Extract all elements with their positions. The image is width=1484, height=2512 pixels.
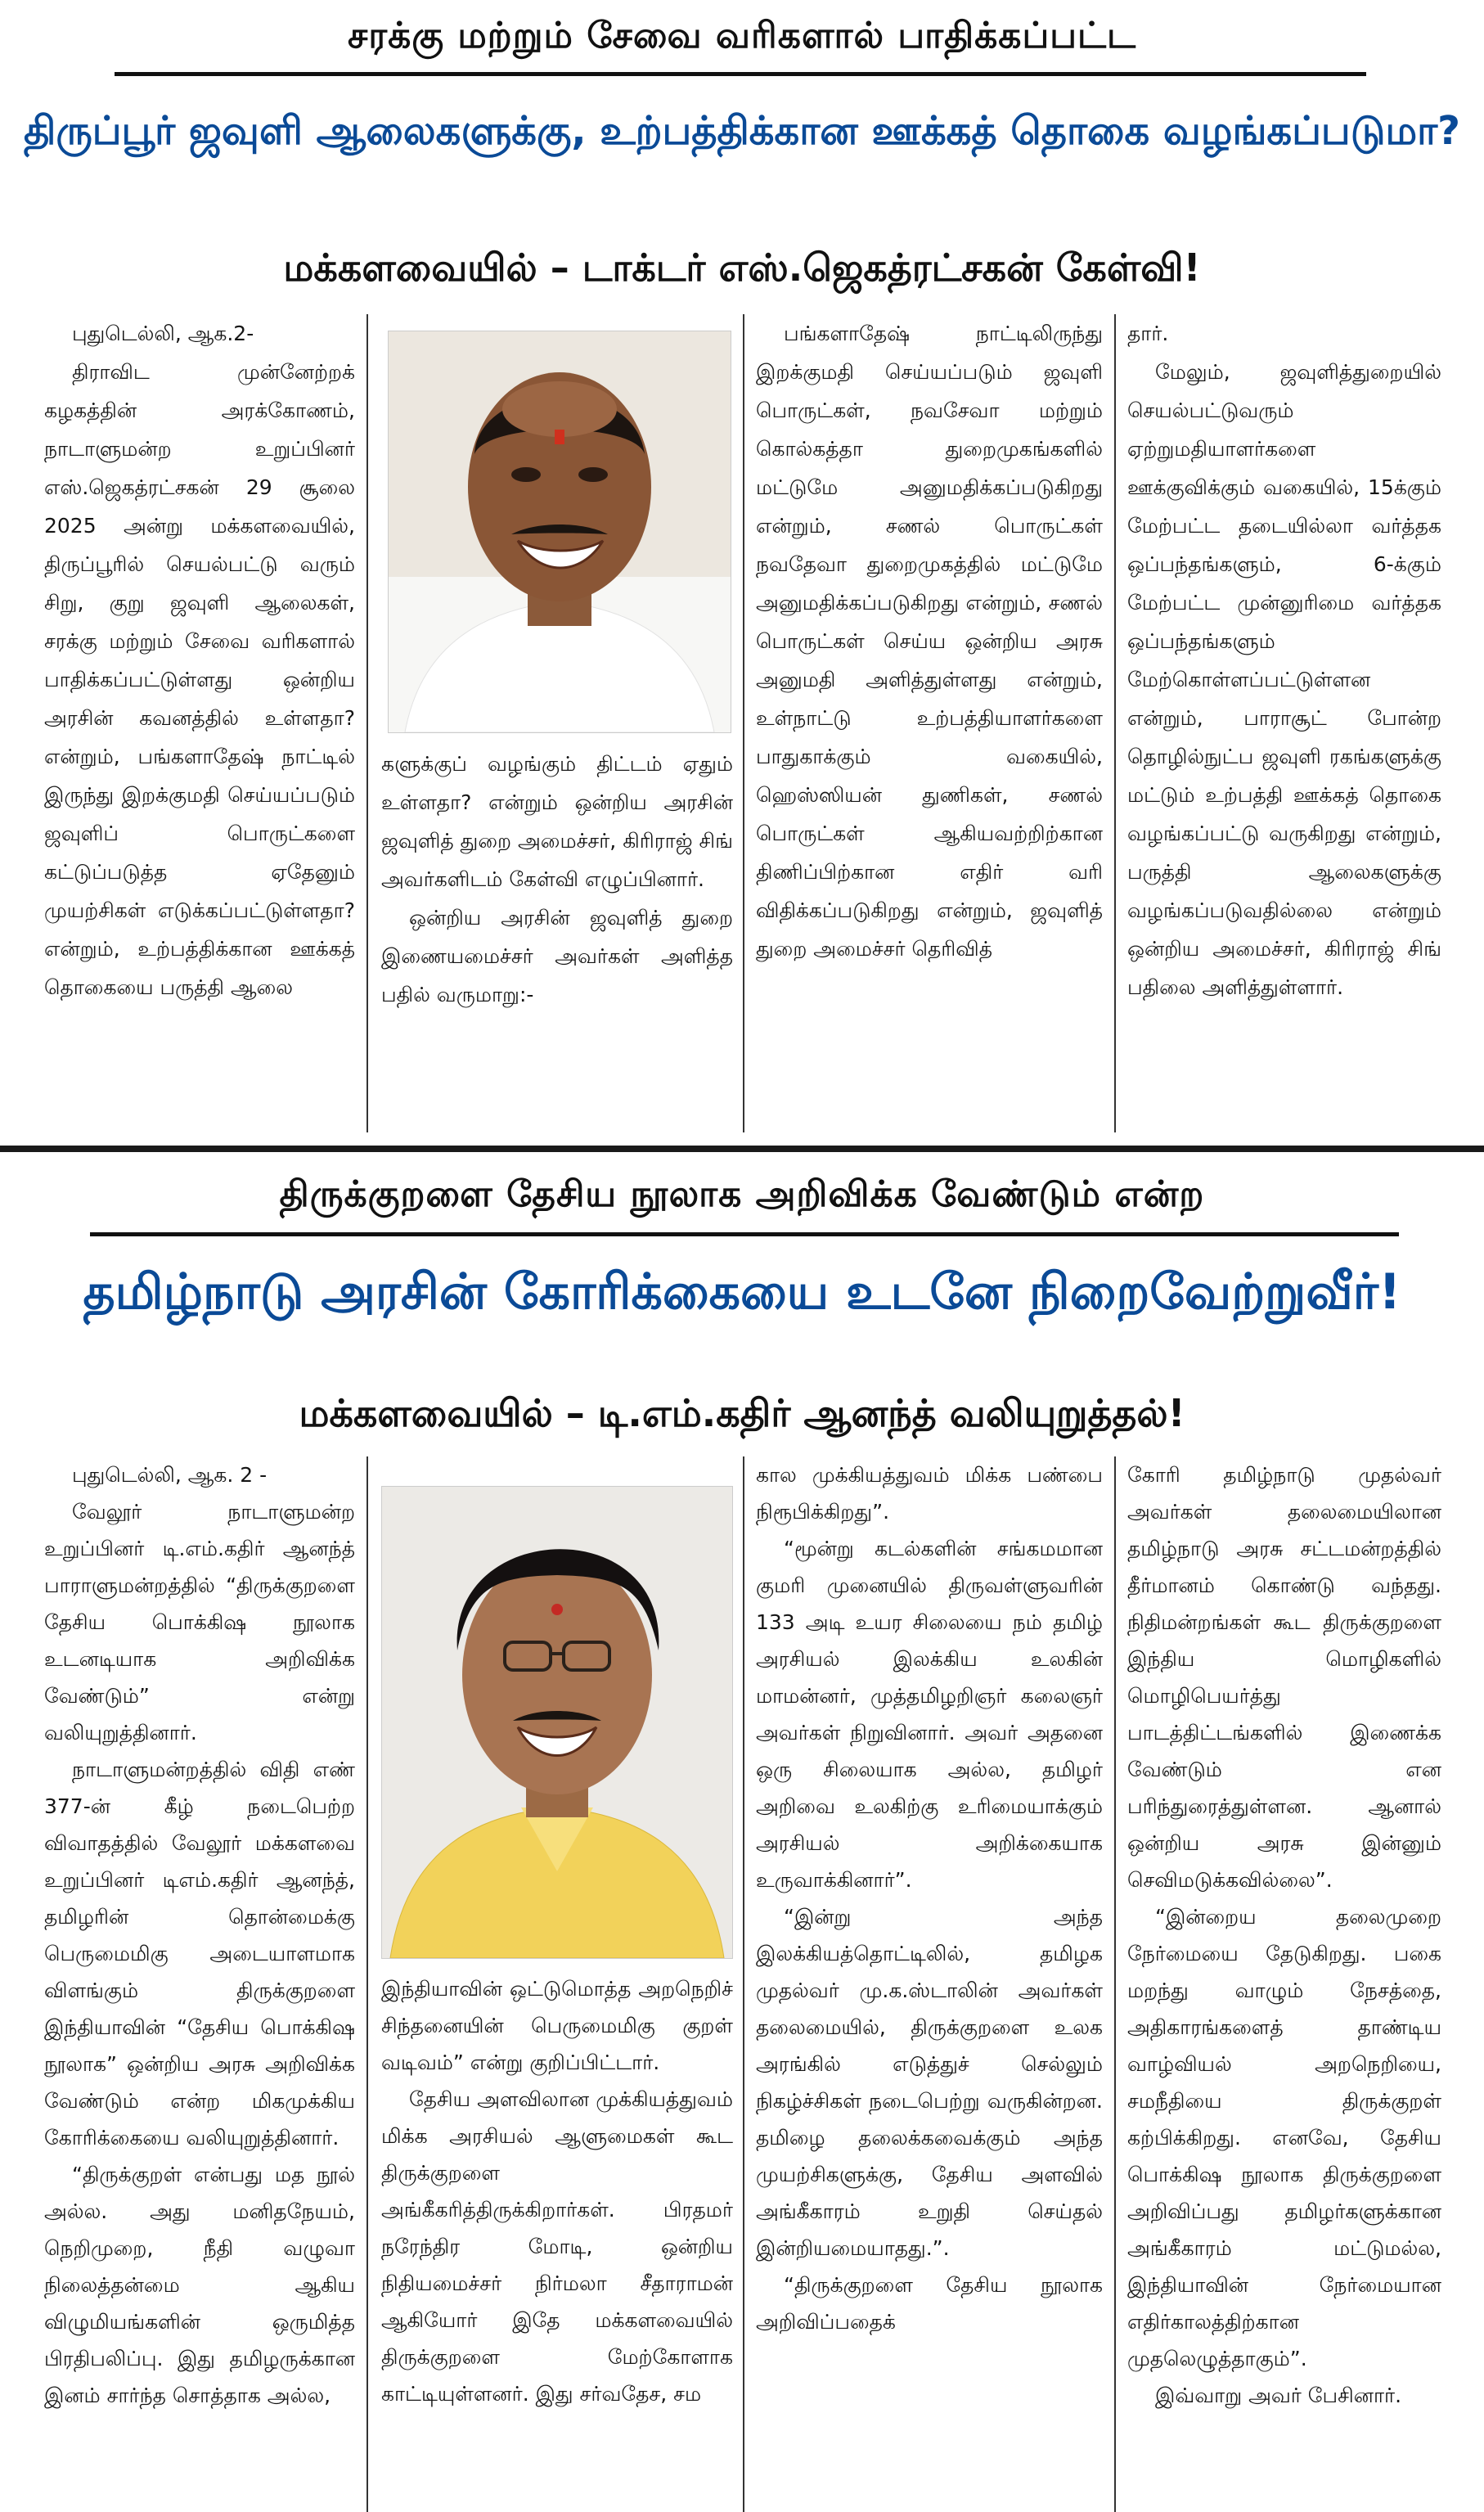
kicker-underline: [115, 72, 1366, 76]
article2-column-3: [756, 1456, 1103, 2512]
article1-column-2: [381, 745, 733, 1129]
paragraph: புதுடெல்லி, ஆக.2-: [72, 322, 254, 345]
paragraph: “திருக்குறள் என்பது மத நூல் அல்ல. அது மனிதநேயம், நெறிமுறை, நீதி வழுவா நிலைத்தன்மை ஆகிய விழுமியங்களின் ஒருமித்த பிரதிபலிப்பு. இது தமிழருக்கான இனம் சார்ந்த சொத்தாக அல்ல,: [44, 2163, 355, 2407]
paragraph: புதுடெல்லி, ஆக. 2 -: [72, 1463, 268, 1487]
paragraph: இந்தியாவின் ஒட்டுமொத்த அறநெறிச் சிந்தனையின் பெருமைமிகு குறள் வடிவம்” என்று குறிப்பிட்டார்.: [381, 1977, 733, 2074]
paragraph: இவ்வாறு அவர் பேசினார்.: [1155, 2384, 1402, 2407]
photo-kathir-anand: [381, 1486, 733, 1959]
article1-column-1: [44, 314, 355, 1132]
kicker-underline: [90, 1232, 1399, 1236]
column-rule: [743, 314, 744, 1132]
column-rule: [743, 1456, 744, 2512]
paragraph: “இன்று அந்த இலக்கியத்தொட்டிலில், தமிழக முதல்வர் மு.க.ஸ்டாலின் அவர்கள் தலைமையில், திருக்குறளை உலக அரங்கில் எடுத்துச் செல்லும் நிகழ்ச்சிகள் நடைபெற்று வருகின்றன. தமிழை தலைக்கவைக்கும் அந்த முயற்சிகளுக்கு, தேசிய அளவில் அங்கீகாரம் உறுதி செய்தல் இன்றியமையாதது.”.: [756, 1905, 1103, 2260]
article-thirukkural: [0, 1159, 1484, 2512]
paragraph: கோரி தமிழ்நாடு முதல்வர் அவர்கள் தலைமையிலான தமிழ்நாடு அரசு சட்டமன்றத்தில் தீர்மானம் கொண்டு வந்தது. நிதிமன்றங்கள் கூட திருக்குறளை இந்திய மொழிகளில் மொழிபெயர்த்து பாடத்திட்டங்களில் இணைக்க வேண்டும் என பரிந்துரைத்துள்ளன. ஆனால் ஒன்றிய அரசு இன்னும் செவிமடுக்கவில்லை”.: [1127, 1463, 1441, 1892]
article1-column-3: [756, 314, 1103, 1132]
paragraph: தார்.: [1127, 322, 1169, 345]
column-rule: [1114, 1456, 1116, 2512]
photo-jagathrakshakan: [388, 331, 731, 733]
paragraph: நாடாளுமன்றத்தில் விதி எண் 377-ன் கீழ் நடைபெற்ற விவாதத்தில் வேலூர் மக்களவை உறுப்பினர் டிஎம்.கதிர் ஆனந்த், தமிழரின் தொன்மைக்கு பெருமைமிகு அடையாளமாக விளங்கும் திருக்குறளை இந்தியாவின் “தேசிய பொக்கிஷ நூலாக” ஒன்றிய அரசு அறிவிக்க வேண்டும் என்ற மிகமுக்கிய கோரிக்கையை வலியுறுத்தினார்.: [44, 1758, 355, 2150]
article1-column-4: [1127, 314, 1441, 1132]
article1-headline: திருப்பூர் ஜவுளி ஆலைகளுக்கு, உற்பத்திக்கான ஊக்கத் தொகை வழங்கப்படுமா?: [23, 108, 1461, 154]
article2-column-4: [1127, 1456, 1441, 2512]
article2-subhead: மக்களவையில் – டி.எம்.கதிர் ஆனந்த் வலியுறுத்தல்!: [299, 1391, 1185, 1435]
column-rule: [1114, 314, 1116, 1132]
article1-subhead: மக்களவையில் – டாக்டர் எஸ்.ஜெகத்ரட்சகன் கேள்வி!: [283, 245, 1201, 290]
article2-column-2: [381, 1970, 733, 2510]
paragraph: “திருக்குறளை தேசிய நூலாக அறிவிப்பதைக்: [756, 2273, 1103, 2334]
column-rule: [367, 1456, 368, 2512]
paragraph: “இன்றைய தலைமுறை நேர்மையை தேடுகிறது. பகை மறந்து வாழும் நேசத்தை, அதிகாரங்களைத் தாண்டிய வாழ்வியல் அறநெறியை, சமநீதியை திருக்குறள் கற்பிக்கிறது. எனவே, தேசிய பொக்கிஷ நூலாக திருக்குறளை அறிவிப்பது தமிழர்களுக்கான அங்கீகாரம் மட்டுமல்ல, இந்தியாவின் நேர்மையான எதிர்காலத்திற்கான முதலெழுத்தாகும்”.: [1127, 1905, 1441, 2370]
paragraph: கால முக்கியத்துவம் மிக்க பண்பை நிரூபிக்கிறது”.: [756, 1463, 1103, 1524]
paragraph: “மூன்று கடல்களின் சங்கமமான குமரி முனையில் திருவள்ளுவரின் 133 அடி உயர சிலையை நம் தமிழ் அரசியல் இலக்கிய உலகின் மாமன்னர், முத்தமிழறிஞர் கலைஞர் அவர்கள் நிறுவினார். அவர் அதனை ஒரு சிலையாக அல்ல, தமிழர் அறிவை உலகிற்கு உரிமையாக்கும் அரசியல் அறிக்கையாக உருவாக்கினார்”.: [756, 1537, 1103, 1892]
paragraph: வேலூர் நாடாளுமன்ற உறுப்பினர் டி.எம்.கதிர் ஆனந்த் பாராளுமன்றத்தில் “திருக்குறளை தேசிய பொக்கிஷ நூலாக உடனடியாக அறிவிக்க வேண்டும்” என்று வலியுறுத்தினார்.: [44, 1500, 355, 1744]
article-divider: [0, 1146, 1484, 1152]
column-rule: [367, 314, 368, 1132]
article-textile-incentive: [0, 0, 1484, 1146]
paragraph: பங்களாதேஷ் நாட்டிலிருந்து இறக்குமதி செய்யப்படும் ஜவுளி பொருட்கள், நவசேவா மற்றும் கொல்கத்தா துறைமுகங்களில் மட்டுமே அனுமதிக்கப்படுகிறது என்றும், சணல் பொருட்கள் நவதேவா துறைமுகத்தில் மட்டுமே அனுமதிக்கப்படுகிறது என்றும், சணல் பொருட்கள் செய்ய ஒன்றிய அரசு அனுமதி அளித்துள்ளது என்றும், உள்நாட்டு உற்பத்தியாளர்களை பாதுகாக்கும் வகையில், ஹெஸ்ஸியன் துணிகள், சணல் பொருட்கள் ஆகியவற்றிற்கான திணிப்பிற்கான எதிர் வரி விதிக்கப்படுகிறது என்றும், ஜவுளித் துறை அமைச்சர் தெரிவித்: [756, 322, 1103, 961]
paragraph: திராவிட முன்னேற்றக் கழகத்தின் அரக்கோணம், நாடாளுமன்ற உறுப்பினர் எஸ்.ஜெகத்ரட்சகன் 29 சூலை 2025 அன்று மக்களவையில், திருப்பூரில் செயல்பட்டு வரும் சிறு, குறு ஜவுளி ஆலைகள், சரக்கு மற்றும் சேவை வரிகளால் பாதிக்கப்பட்டுள்ளது ஒன்றிய அரசின் கவனத்தில் உள்ளதா? என்றும், பங்களாதேஷ் நாட்டில் இருந்து இறக்குமதி செய்யப்படும் ஜவுளிப் பொருட்களை கட்டுப்படுத்த ஏதேனும் முயற்சிகள் எடுக்கப்பட்டுள்ளதா? என்றும், உற்பத்திக்கான ஊக்கத் தொகையை பருத்தி ஆலை: [44, 360, 355, 999]
article2-column-1: [44, 1456, 355, 2512]
paragraph: ஒன்றிய அரசின் ஜவுளித் துறை இணையமைச்சர் அவர்கள் அளித்த பதில் வருமாறு:-: [381, 906, 733, 1006]
paragraph: மேலும், ஜவுளித்துறையில் செயல்பட்டுவரும் ஏற்றுமதியாளர்களை ஊக்குவிக்கும் வகையில், 15க்கும் மேற்பட்ட தடையில்லா வர்த்தக ஒப்பந்தங்களும், 6-க்கும் மேற்பட்ட முன்னுரிமை வர்த்தக ஒப்பந்தங்களும் மேற்கொள்ளப்பட்டுள்ளன என்றும், பாராசூட் போன்ற தொழில்நுட்ப ஜவுளி ரகங்களுக்கு மட்டும் உற்பத்தி ஊக்கத் தொகை வழங்கப்பட்டு வருகிறது என்றும், பருத்தி ஆலைகளுக்கு வழங்கப்படுவதில்லை என்றும் ஒன்றிய அமைச்சர், கிரிராஜ் சிங் பதிலை அளித்துள்ளார்.: [1127, 360, 1441, 999]
article2-headline: தமிழ்நாடு அரசின் கோரிக்கையை உடனே நிறைவேற்றுவீர்!: [83, 1263, 1401, 1321]
paragraph: தேசிய அளவிலான முக்கியத்துவம் மிக்க அரசியல் ஆளுமைகள் கூட திருக்குறளை அங்கீகரித்திருக்கிறார்கள். பிரதமர் நரேந்திர மோடி, ஒன்றிய நிதியமைச்சர் நிர்மலா சீதாராமன் ஆகியோர் இதே மக்களவையில் திருக்குறளை மேற்கோளாக காட்டியுள்ளனர். இது சர்வதேச, சம: [381, 2087, 733, 2406]
paragraph: களுக்குப் வழங்கும் திட்டம் ஏதும் உள்ளதா? என்றும் ஒன்றிய அரசின் ஜவுளித் துறை அமைச்சர், கிரிராஜ் சிங் அவர்களிடம் கேள்வி எழுப்பினார்.: [381, 752, 733, 891]
article1-kicker: சரக்கு மற்றும் சேவை வரிகளால் பாதிக்கப்பட்ட: [348, 15, 1136, 56]
article2-kicker: திருக்குறளை தேசிய நூலாக அறிவிக்க வேண்டும் என்ற: [279, 1173, 1205, 1215]
